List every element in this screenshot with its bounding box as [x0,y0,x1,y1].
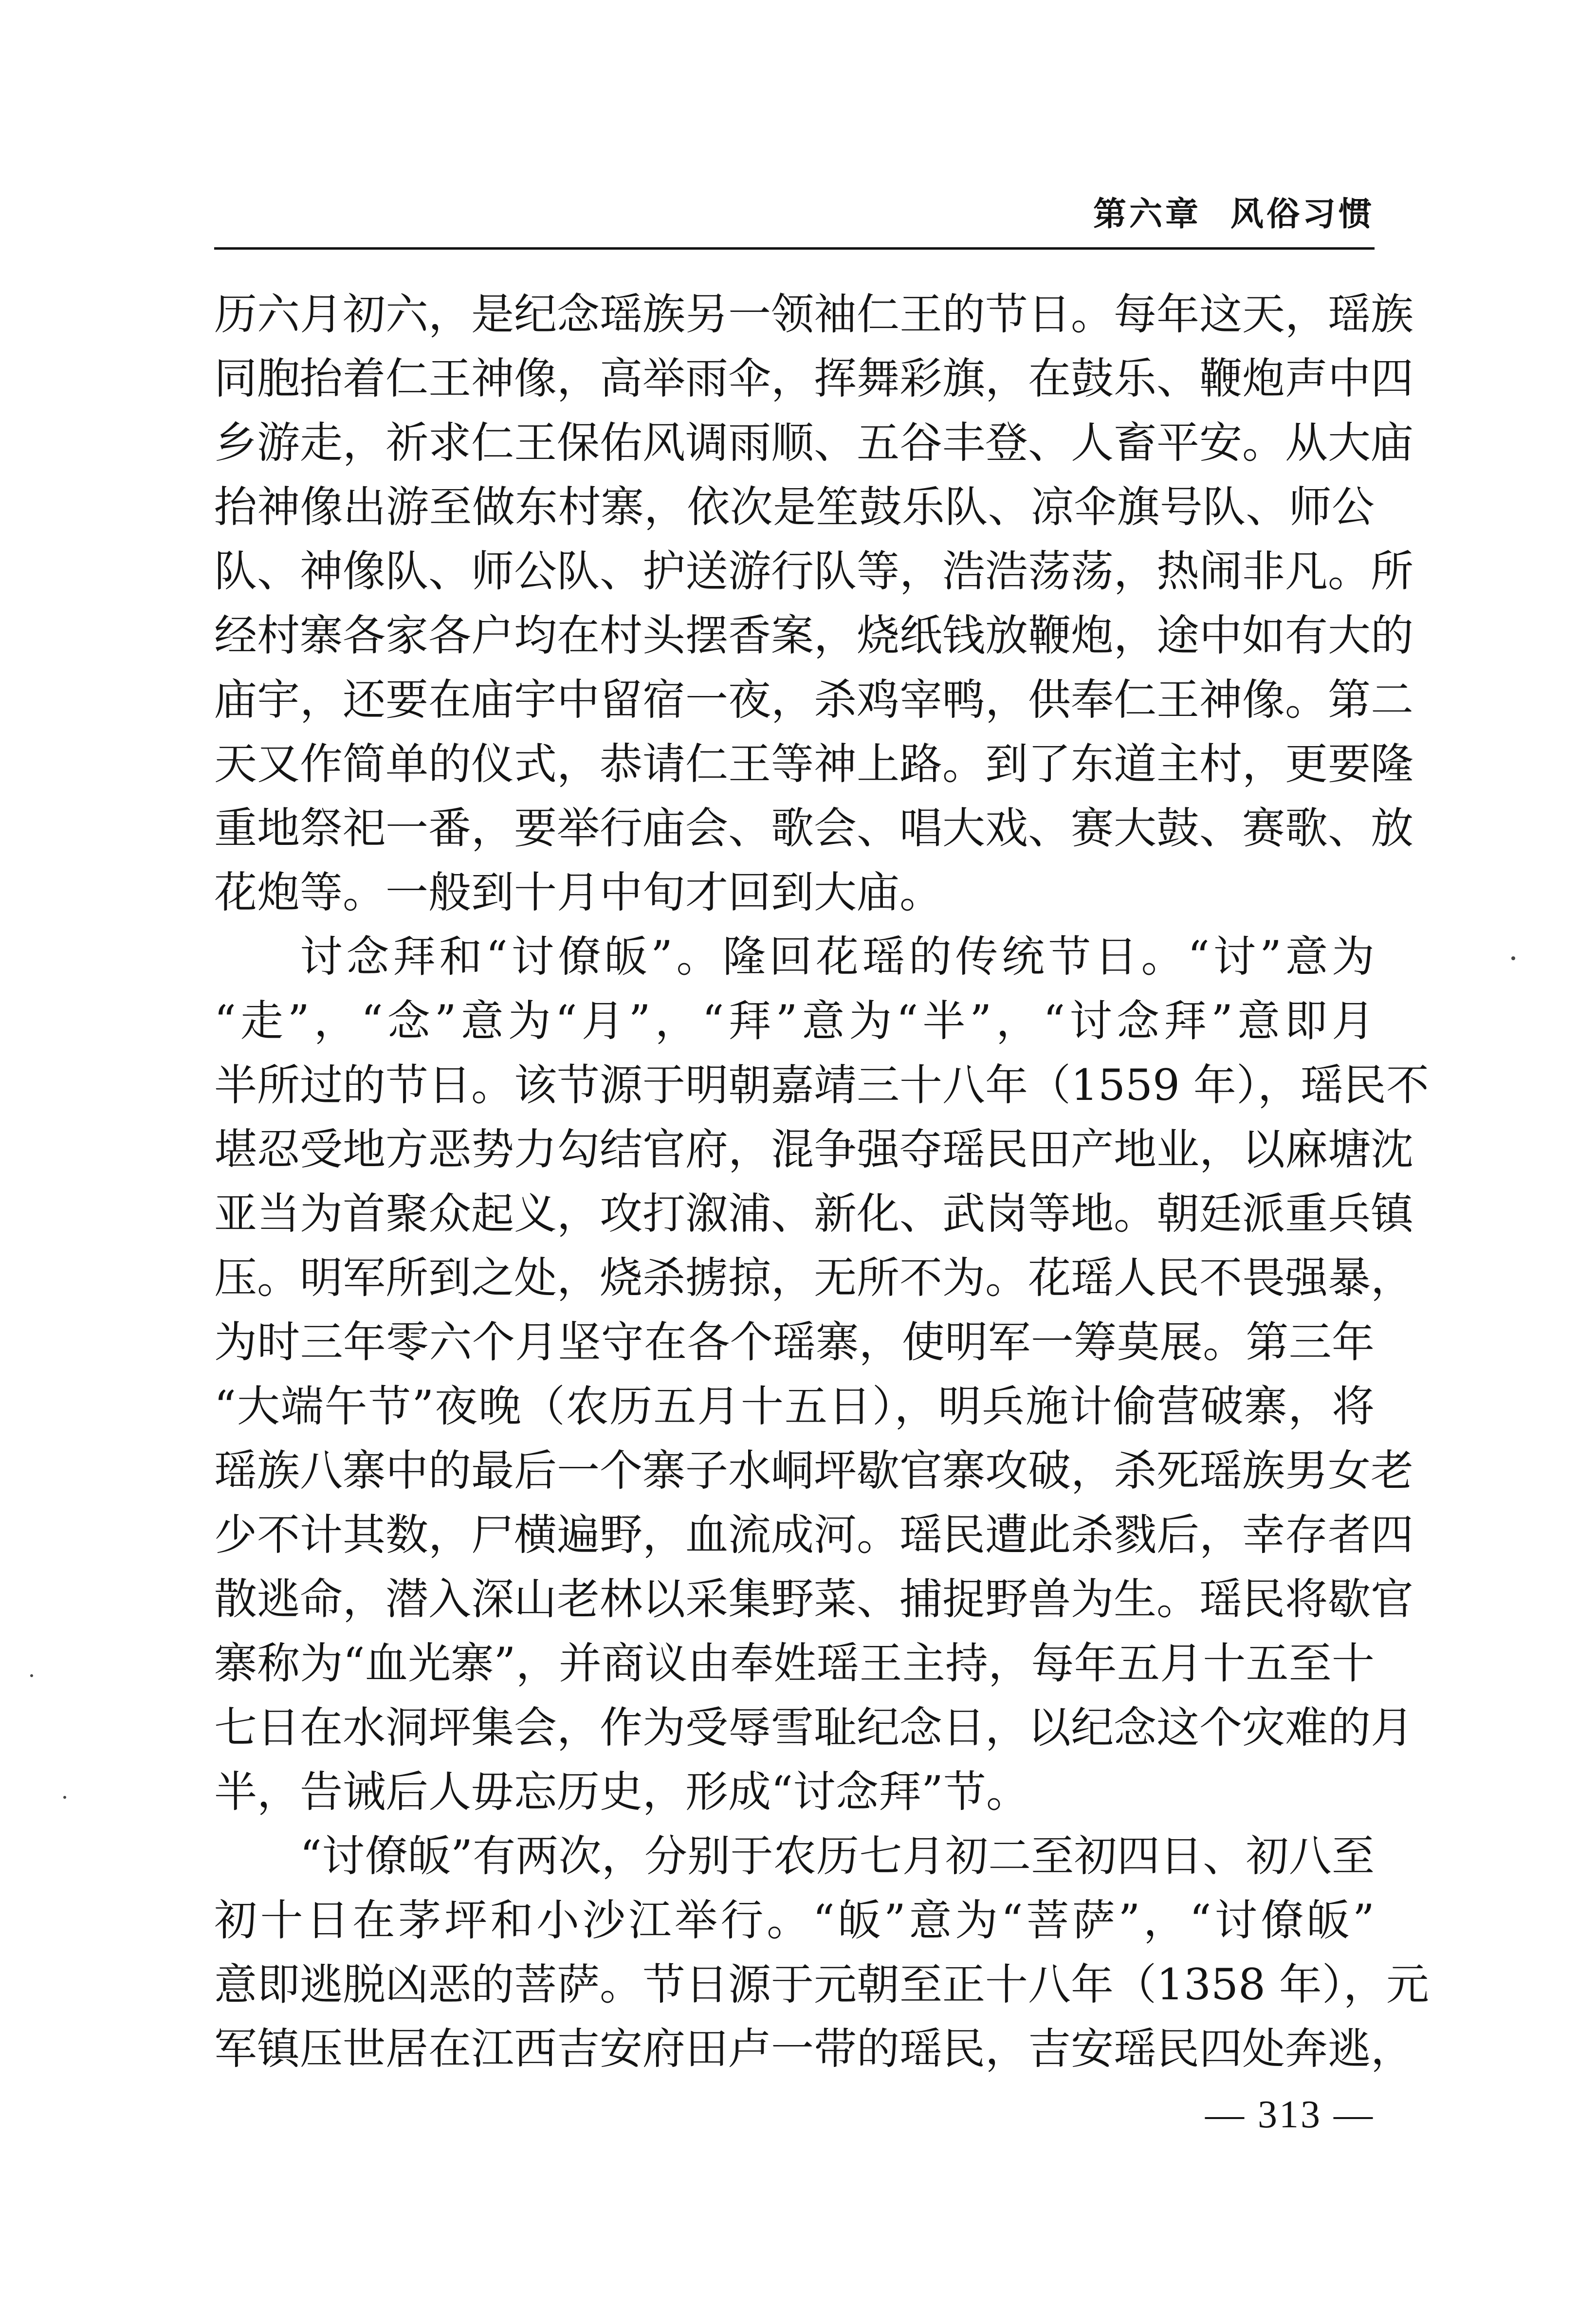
text-line: 半所过的节日。该节源于明朝嘉靖三十八年（1559 年），瑶民不 [214,1060,1429,1110]
text-line: 寨称为“血光寨”，并商议由奉姓瑶王主持，每年五月十五至十 [214,1638,1375,1688]
page-number: — 313 — [1205,2093,1375,2136]
text-line: 初十日在茅坪和小沙江举行。“皈”意为“菩萨”，“讨僚皈” [214,1895,1375,1945]
scan-speck [63,1796,66,1799]
text-line: 瑶族八寨中的最后一个寨子水峒坪歇官寨攻破，杀死瑶族男女老 [214,1445,1414,1496]
text-line: 为时三年零六个月坚守在各个瑶寨，使明军一筹莫展。第三年 [214,1317,1375,1367]
text-line: 乡游走，祈求仁王保佑风调雨顺、五谷丰登、人畜平安。从大庙 [214,418,1414,468]
text-line: 庙宇，还要在庙宇中留宿一夜，杀鸡宰鸭，供奉仁王神像。第二 [214,675,1414,725]
chapter-label: 第六章 [1093,195,1201,234]
text-line: 队、神像队、师公队、护送游行队等，浩浩荡荡，热闹非凡。所 [214,546,1414,596]
body-text [214,282,1429,2081]
text-line: 七日在水洞坪集会，作为受辱雪耻纪念日，以纪念这个灾难的月 [214,1702,1414,1753]
scan-speck [1511,956,1515,960]
running-header [214,190,1375,238]
text-line: 半，告诫后人毋忘历史，形成“讨念拜”节。 [214,1767,1029,1817]
text-line: 同胞抬着仁王神像，高举雨伞，挥舞彩旗，在鼓乐、鞭炮声中四 [214,353,1414,403]
text-line: 散逃命，潜入深山老林以采集野菜、捕捉野兽为生。瑶民将歇官 [214,1574,1414,1624]
text-line: 抬神像出游至做东村寨，依次是笙鼓乐队、凉伞旗号队、师公 [214,482,1375,532]
text-line: 亚当为首聚众起义，攻打溆浦、新化、武岗等地。朝廷派重兵镇 [214,1188,1414,1239]
text-line: 经村寨各家各户均在村头摆香案，烧纸钱放鞭炮，途中如有大的 [214,610,1414,660]
scan-speck [30,1674,33,1677]
text-line: 重地祭祀一番，要举行庙会、歌会、唱大戏、赛大鼓、赛歌、放 [214,803,1414,853]
text-line: 少不计其数，尸横遍野，血流成河。瑶民遭此杀戮后，幸存者四 [214,1510,1414,1560]
paragraph-start: 讨念拜和“讨僚皈”。隆回花瑶的传统节日。“讨”意为 [300,932,1375,982]
text-line: “大端午节”夜晚（农历五月十五日），明兵施计偷营破寨，将 [214,1381,1375,1431]
text-line: 堪忍受地方恶势力勾结官府，混争强夺瑶民田产地业，以麻塘沈 [214,1124,1414,1174]
text-line: 军镇压世居在江西吉安府田卢一带的瑶民，吉安瑶民四处奔逃， [214,2024,1414,2074]
paragraph-start: “讨僚皈”有两次，分别于农历七月初二至初四日、初八至 [300,1831,1375,1881]
text-line: 历六月初六，是纪念瑶族另一领袖仁王的节日。每年这天，瑶族 [214,289,1414,339]
text-line: “走”，“念”意为“月”，“拜”意为“半”，“讨念拜”意即月 [214,996,1375,1046]
text-line: 花炮等。一般到十月中旬才回到大庙。 [214,867,943,917]
text-line: 意即逃脱凶恶的菩萨。节日源于元朝至正十八年（1358 年），元 [214,1959,1429,2010]
text-line: 压。明军所到之处，烧杀掳掠，无所不为。花瑶人民不畏强暴， [214,1253,1414,1303]
header-rule [214,247,1375,250]
chapter-title: 风俗习惯 [1230,195,1375,234]
text-line: 天又作简单的仪式，恭请仁王等神上路。到了东道主村，更要隆 [214,739,1414,789]
